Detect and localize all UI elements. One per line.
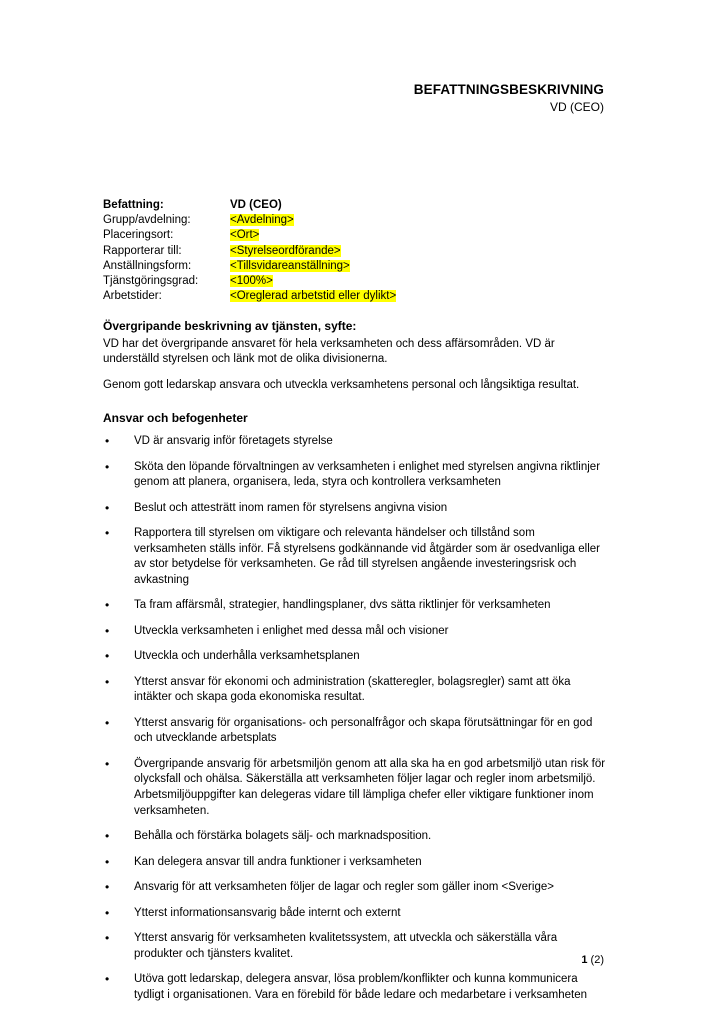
table-row <box>103 289 608 304</box>
meta-label: Placeringsort: <box>103 229 174 242</box>
meta-value: VD (CEO) <box>230 199 282 211</box>
highlighted-value: <100%> <box>230 274 273 287</box>
meta-value <box>230 274 608 289</box>
table-row <box>103 274 608 289</box>
page-footer <box>581 954 604 966</box>
table-row <box>103 244 608 259</box>
document-subtitle: VD (CEO) <box>550 99 604 114</box>
meta-label: Tjänstgöringsgrad: <box>103 274 199 287</box>
highlighted-value: <Styrelseordförande> <box>230 244 341 257</box>
table-row <box>103 198 608 213</box>
table-row <box>103 213 608 228</box>
list-item: • Beslut och attesträtt inom ramen för styrelsens angivna vision <box>103 501 608 517</box>
meta-value <box>230 259 608 274</box>
list-item: • Utveckla verksamheten i enlighet med dessa mål och visioner <box>103 624 608 640</box>
list-item: • Kan delegera ansvar till andra funktioner i verksamheten <box>103 855 608 871</box>
list-item: • Utveckla och underhålla verksamhetsplanen <box>103 649 608 665</box>
document-title: BEFATTNINGSBESKRIVNING <box>413 82 604 97</box>
overview-paragraph: Genom gott ledarskap ansvara och utveckla verksamhetens personal och långsiktiga resultat. <box>103 379 580 392</box>
list-item: • Behålla och förstärka bolagets sälj- och marknadsposition. <box>103 829 608 845</box>
position-details-table <box>103 198 608 304</box>
overview-paragraph: VD har det övergripande ansvaret för hela verksamheten och dess affärsområden. VD är underställd styrelsen och länk mot de olika divisionerna. <box>103 337 555 366</box>
meta-value <box>230 289 608 304</box>
position-details-body <box>103 198 608 304</box>
list-item: • Ytterst ansvarig för organisations- och personalfrågor och skapa förutsättningar för en god och utvecklande arbetsplats <box>103 716 608 747</box>
list-item: • Ytterst ansvarig för verksamheten kvalitetssystem, att utveckla och säkerställa våra produkter och tjänsters kvalitet. <box>103 931 608 962</box>
list-item: • Ytterst ansvar för ekonomi och administration (skatteregler, bolagsregler) samt att öka intäkter och skapa goda ekonomiska resultat. <box>103 675 608 706</box>
meta-value <box>230 228 608 243</box>
page-number: 1 <box>581 954 588 966</box>
meta-label: Arbetstider: <box>103 290 162 303</box>
list-item: • Ta fram affärsmål, strategier, handlingsplaner, dvs sätta riktlinjer för verksamheten <box>103 598 608 614</box>
table-row <box>103 259 608 274</box>
list-item: • Utöva gott ledarskap, delegera ansvar, lösa problem/konflikter och kunna kommunicera tydligt i organisationen. Vara en förebild för både ledare och medarbetare i verksamheten <box>103 972 608 1003</box>
list-item: • Rapportera till styrelsen om viktigare och relevanta händelser och tillstånd som verksamheten ställs inför. Få styrelsens godkännande vid åtgärder som är osedvanliga eller av stor betydelse för verksamheten. Ge råd till styrelsen angående investeringsrisk och avkastning <box>103 526 608 588</box>
meta-label: Grupp/avdelning: <box>103 214 191 227</box>
list-item: • Övergripande ansvarig för arbetsmiljön genom att alla ska ha en god arbetsmiljö utan risk för olycksfall och ohälsa. Säkerställa att verksamheten följer lagar och regler inom arbetsmiljö. Arbetsmiljöuppgifter kan delegeras vidare till lämpliga chefer eller viktigare funktioner inom verksamheten. <box>103 757 608 819</box>
page-total: (2) <box>590 954 604 966</box>
meta-label: Anställningsform: <box>103 259 192 272</box>
meta-value <box>230 213 608 228</box>
responsibilities-heading: Ansvar och befogenheter <box>103 410 248 425</box>
meta-value <box>230 244 608 259</box>
meta-label: Rapporterar till: <box>103 244 182 257</box>
list-item: • VD är ansvarig inför företagets styrelse <box>103 434 608 450</box>
overview-heading: Övergripande beskrivning av tjänsten, syfte: <box>103 319 357 334</box>
list-item: • Ansvarig för att verksamheten följer de lagar och regler som gäller inom <Sverige> <box>103 880 608 896</box>
list-item: • Sköta den löpande förvaltningen av verksamheten i enlighet med styrelsen angivna riktlinjer genom att planera, organisera, leda, styra och kontrollera verksamheten <box>103 460 608 491</box>
document-body <box>103 198 608 1013</box>
table-row <box>103 228 608 243</box>
highlighted-value: <Ort> <box>230 229 260 242</box>
highlighted-value: <Avdelning> <box>230 214 294 227</box>
highlighted-value: <Oreglerad arbetstid eller dylikt> <box>230 290 397 303</box>
highlighted-value: <Tillsvidareanställning> <box>230 259 350 272</box>
document-header <box>414 82 604 115</box>
list-item: • Ytterst informationsansvarig både internt och externt <box>103 906 608 922</box>
responsibilities-list <box>103 434 608 1003</box>
meta-label: Befattning: <box>103 199 164 211</box>
